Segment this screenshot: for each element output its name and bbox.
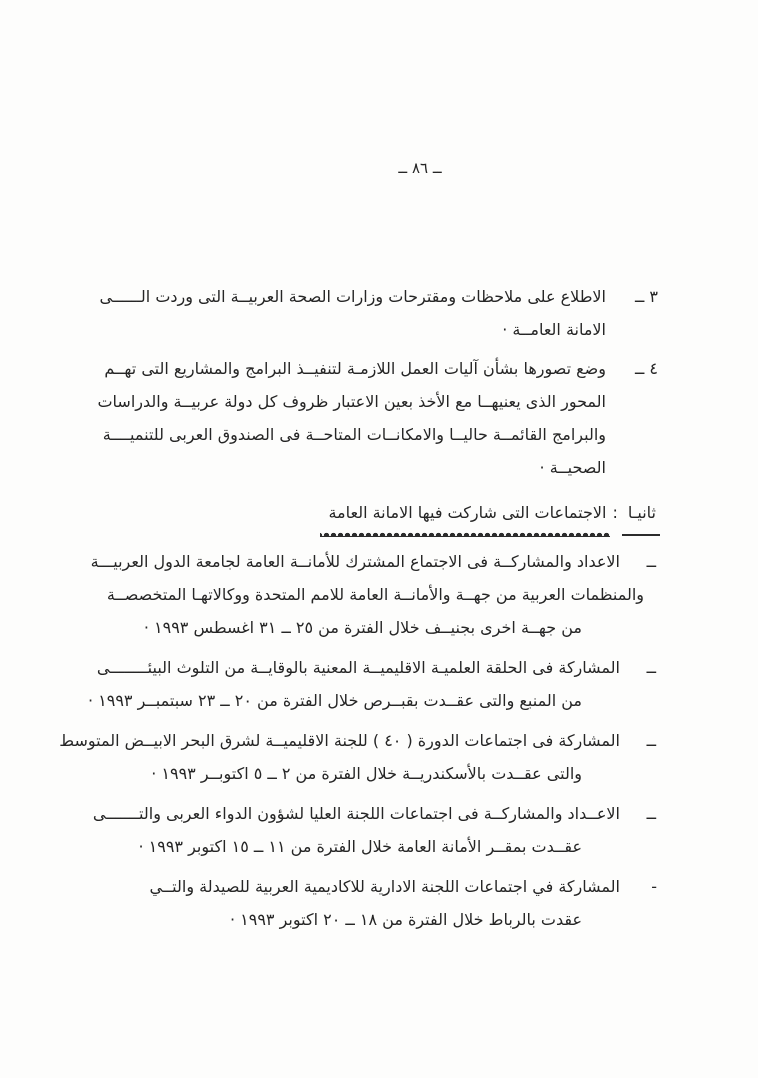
bullet-line: من جهــة اخرى بجنيــف خلال الفترة من ٢٥ ــ ٣١ اغسطس ١٩٩٣ ·	[143, 618, 582, 637]
item-line: المحور الذى يعنيهــا مع الأخذ بعين الاعتبار ظروف كل دولة عربيــة والدراسات	[97, 392, 606, 411]
item-line: الاطلاع على ملاحظات ومقترحات وزارات الصحة العربيــة التى وردت الــــــى	[99, 287, 606, 306]
bullet-line: من المنبع والتى عقــدت بقبــرص خلال الفترة من ٢٠ ــ ٢٣ سبتمبــر ١٩٩٣ ·	[87, 691, 582, 710]
bullet-line: المشاركة فى الحلقة العلميـة الاقليميــة المعنية بالوقايــة من التلوث البيئــــــــى	[96, 658, 620, 677]
page-number: ــ ٨٦ ــ	[398, 159, 442, 177]
bullet-line: المشاركة في اجتماعات اللجنة الادارية للاكاديمية العربية للصيدلة والتــي	[149, 877, 620, 896]
bullet-line: المشاركة فى اجتماعات الدورة ( ٤٠ ) للجنة الاقليميــة لشرق البحر الابيــض المتوسط	[59, 731, 620, 750]
numbered-item-4	[88, 352, 658, 484]
bullet-item	[88, 797, 658, 863]
page-content	[59, 280, 658, 936]
bullet-line: الاعــداد والمشاركــة فى اجتماعات اللجنة العليا لشؤون الدواء العربى والتـــــــى	[92, 804, 620, 823]
item-line: الصحيــة ·	[539, 458, 606, 477]
bullet-item	[88, 651, 658, 717]
bullet-item	[88, 870, 658, 936]
item-number: ٤ ــ	[634, 359, 658, 378]
section-heading-title: الاجتماعات التى شاركت فيها الامانة العامة	[328, 496, 606, 529]
bullet-dash: ــ	[646, 552, 656, 571]
bullet-item	[59, 724, 658, 790]
bullet-line: عقــدت بمقــر الأمانة العامة خلال الفترة من ١١ ــ ١٥ اكتوبر ١٩٩٣ ·	[138, 837, 582, 856]
item-line: وضع تصورها بشأن آليات العمل اللازمـة لتنفيــذ البرامج والمشاريع التى تهــم	[104, 359, 606, 378]
bullet-dash: ــ	[646, 804, 656, 823]
section-heading-separator: :	[612, 503, 618, 522]
bullet-dash: -	[651, 877, 656, 896]
item-line: الامانة العامــة ·	[502, 320, 606, 339]
bullet-line: الاعداد والمشاركــة فى الاجتماع المشترك للأمانــة العامة لجامعة الدول العربيـــة	[90, 552, 620, 571]
section-heading	[88, 496, 658, 529]
item-number: ٣ ــ	[634, 287, 658, 306]
bullet-dash: ــ	[646, 658, 656, 677]
numbered-item-3	[88, 280, 658, 346]
item-line: والبرامج القائمــة حاليــا والامكانــات المتاحــة فى الصندوق العربى للتنميــــة	[102, 425, 606, 444]
bullet-item	[88, 545, 658, 644]
section-heading-label: ثانيـا	[626, 496, 658, 529]
bullet-line: والتى عقــدت بالأسكندريــة خلال الفترة من ٢ ــ ٥ اكتوبــر ١٩٩٣ ·	[151, 764, 582, 783]
bullet-line: والمنظمات العربية من جهــة والأمانــة العامة للامم المتحدة ووكالاتهـا المتخصصــة	[106, 585, 644, 604]
bullet-line: عقدت بالرباط خلال الفترة من ١٨ ــ ٢٠ اكتوبر ١٩٩٣ ·	[229, 910, 582, 929]
bullet-dash: ــ	[646, 731, 656, 750]
